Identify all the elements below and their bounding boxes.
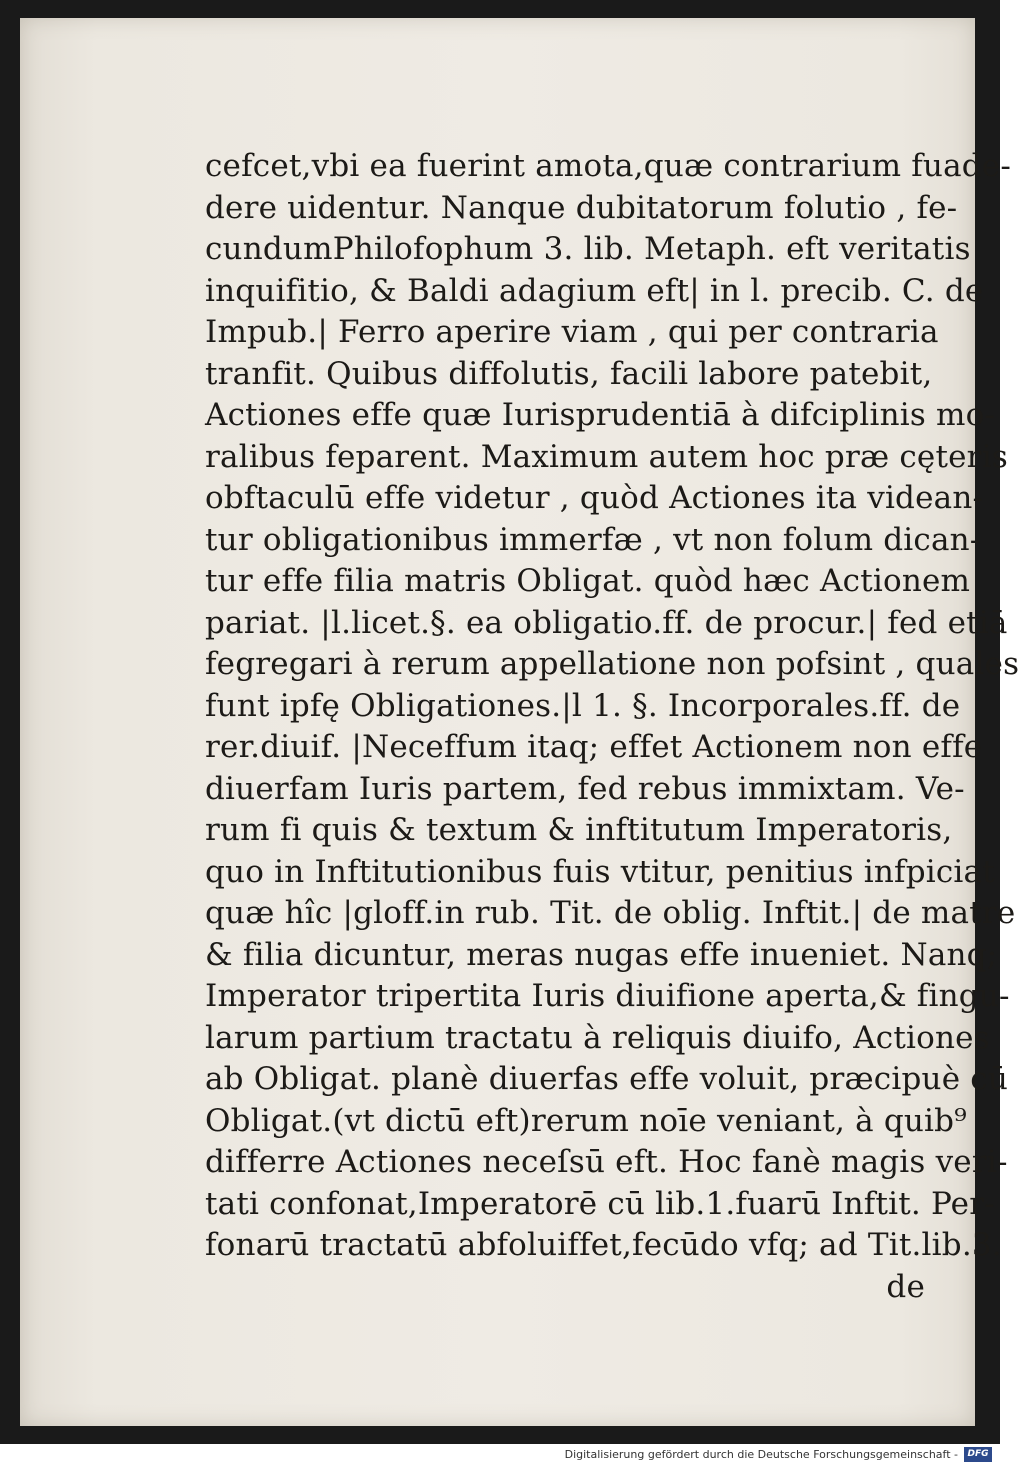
text-line: inquifitio, & Baldi adagium eft| in l. precib. C. de xyxy=(205,272,984,309)
footer-bar xyxy=(0,1444,1000,1466)
text-line: quo in Inftitutionibus fuis vtitur, penitius infpiciat xyxy=(205,853,995,890)
book-page xyxy=(20,18,1019,1426)
dfg-logo[interactable]: DFG xyxy=(964,1447,992,1462)
text-line: larum partium tractatu à reliquis diuifo, Actiones xyxy=(205,1019,990,1056)
text-line: pariat. |l.licet.§. ea obligatio.ff. de procur.| fed etiā xyxy=(205,604,1008,641)
text-line: ralibus feparent. Maximum autem hoc præ cęteris xyxy=(205,438,1008,475)
text-line: ab Obligat. planè diuerfas effe voluit, præcipuè cū xyxy=(205,1061,1009,1097)
text-line: cefcet,vbi ea fuerint amota,quæ contrarium fuade- xyxy=(205,148,1012,184)
catchword: de xyxy=(886,1268,925,1305)
text-line: funt ipfę Obligationes.|l 1. §. Incorporales.ff. de xyxy=(205,687,961,724)
funding-credit: Digitalisierung gefördert durch die Deutsche Forschungsgemeinschaft - xyxy=(564,1448,958,1461)
text-line: fegregari à rerum appellatione non pofsint , quales xyxy=(205,646,1019,682)
text-line: fonarū tractatū abfoluiffet,fecūdo vfq; ad Tit.lib.3. xyxy=(205,1227,1002,1263)
text-line: quæ hîc |gloff.in rub. Tit. de oblig. Inftit.| de matre xyxy=(205,895,1016,931)
text-line: dere uidentur. Nanque dubitatorum folutio , fe- xyxy=(205,189,958,226)
text-line: tur obligationibus immerfæ , vt non folum dican- xyxy=(205,521,981,558)
text-line: rer.diuif. |Neceffum itaq; effet Actionem non effe xyxy=(205,729,983,765)
text-line: Actiones effe quæ Iurisprudentiā à difciplinis mo- xyxy=(205,397,996,433)
text-line: Obligat.(vt dictū eft)rerum noīe veniant, à quib⁹ xyxy=(205,1102,967,1139)
text-line: Impub.| Ferro aperire viam , qui per contraria xyxy=(205,314,939,350)
text-line: & filia dicuntur, meras nugas effe inueniet. Nanq; xyxy=(205,936,998,973)
text-line: differre Actiones neceſsū eft. Hoc fanè magis veri- xyxy=(205,1144,1008,1180)
text-line: tranfit. Quibus diffolutis, facili labore patebit, xyxy=(205,355,933,392)
text-line: obftaculū effe videtur , quòd Actiones ita videan- xyxy=(205,480,984,516)
page-text xyxy=(205,146,1019,1308)
text-line: rum fi quis & textum & inftitutum Imperatoris, xyxy=(205,812,953,848)
text-line: cundumPhilofophum 3. lib. Metaph. eft veritatis xyxy=(205,231,971,267)
text-line: tati confonat,Imperatorē cū lib.1.fuarū Inftit. Per- xyxy=(205,1185,995,1222)
text-line: diuerfam Iuris partem, fed rebus immixtam. Ve- xyxy=(205,770,965,807)
text-line: tur effe filia matris Obligat. quòd hæc Actionem xyxy=(205,563,971,599)
text-line: Imperator tripertita Iuris diuifione aperta,& fingu- xyxy=(205,978,1010,1014)
